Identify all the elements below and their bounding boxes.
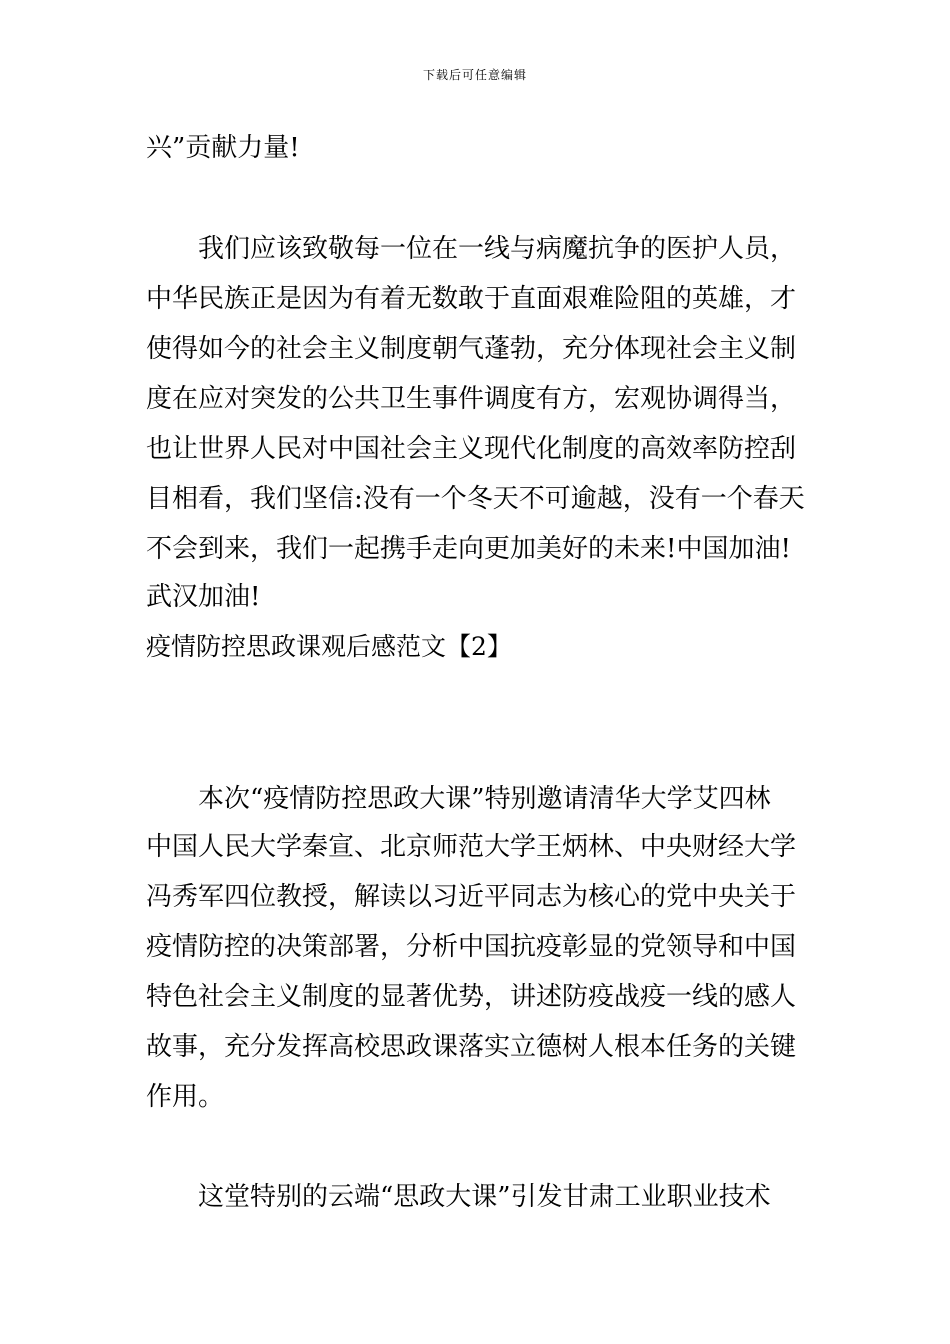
text-line: 特色社会主义制度的显著优势，讲述防疫战疫一线的感人 [146, 982, 797, 1012]
text-line: 也让世界人民对中国社会主义现代化制度的高效率防控刮 [146, 434, 797, 464]
text-line: 本次“疫情防控思政大课”特别邀请清华大学艾四林 [198, 784, 771, 814]
text-line: 兴”贡献力量! [146, 133, 300, 163]
page-header-note: 下载后可任意编辑 [422, 68, 527, 82]
text-line: 作用。 [146, 1082, 225, 1112]
text-line: 这堂特别的云端“思政大课”引发甘肃工业职业技术 [198, 1182, 771, 1212]
text-line: 疫情防控的决策部署，分析中国抗疫彰显的党领导和中国 [146, 932, 797, 962]
section-heading: 疫情防控思政课观后感范文【2】 [146, 632, 512, 661]
text-line: 目相看，我们坚信:没有一个冬天不可逾越，没有一个春天 [146, 484, 805, 514]
text-line: 不会到来，我们一起携手走向更加美好的未来!中国加油! [146, 534, 791, 564]
text-line: 中华民族正是因为有着无数敢于直面艰难险阻的英雄，才 [146, 284, 797, 314]
text-line: 使得如今的社会主义制度朝气蓬勃，充分体现社会主义制 [146, 334, 797, 364]
text-line: 中国人民大学秦宣、北京师范大学王炳林、中央财经大学 [146, 832, 797, 862]
text-line: 武汉加油! [146, 582, 261, 612]
text-line: 冯秀军四位教授，解读以习近平同志为核心的党中央关于 [146, 882, 797, 912]
text-line: 度在应对突发的公共卫生事件调度有方，宏观协调得当， [146, 384, 797, 414]
text-line: 故事，充分发挥高校思政课落实立德树人根本任务的关键 [146, 1032, 797, 1062]
text-line: 我们应该致敬每一位在一线与病魔抗争的医护人员， [198, 234, 797, 264]
